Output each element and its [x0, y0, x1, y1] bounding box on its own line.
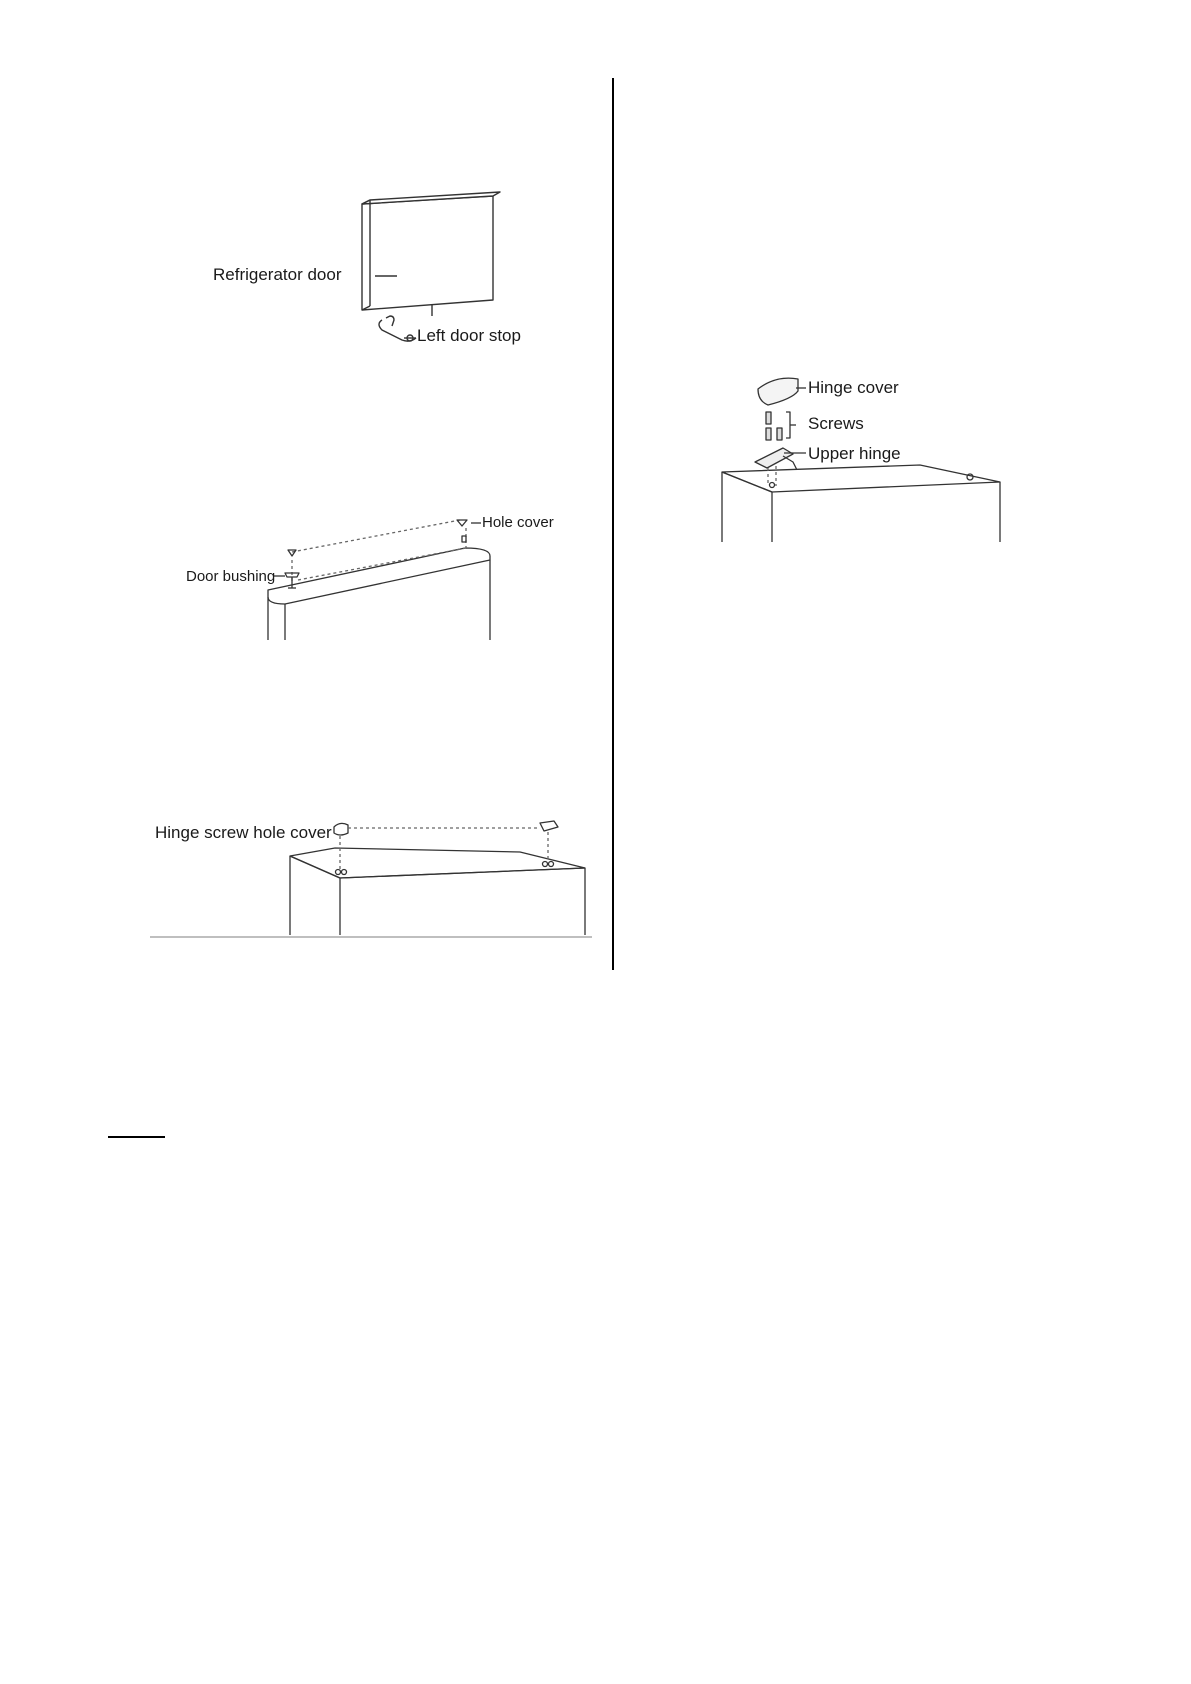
note-underline: [108, 1136, 165, 1138]
refrigerator-door-label: Refrigerator door: [213, 265, 342, 284]
left-door-stop-label: Left door stop: [417, 326, 521, 345]
upper-hinge-label: Upper hinge: [808, 444, 901, 463]
door-bushing-label: Door bushing: [186, 568, 276, 585]
hinge-screw-hole-cover-label: Hinge screw hole cover: [155, 823, 332, 842]
column-divider: [612, 78, 614, 970]
screws-label: Screws: [808, 414, 864, 433]
hinge-cover-label: Hinge cover: [808, 378, 899, 397]
hole-cover-label: Hole cover: [482, 514, 554, 531]
